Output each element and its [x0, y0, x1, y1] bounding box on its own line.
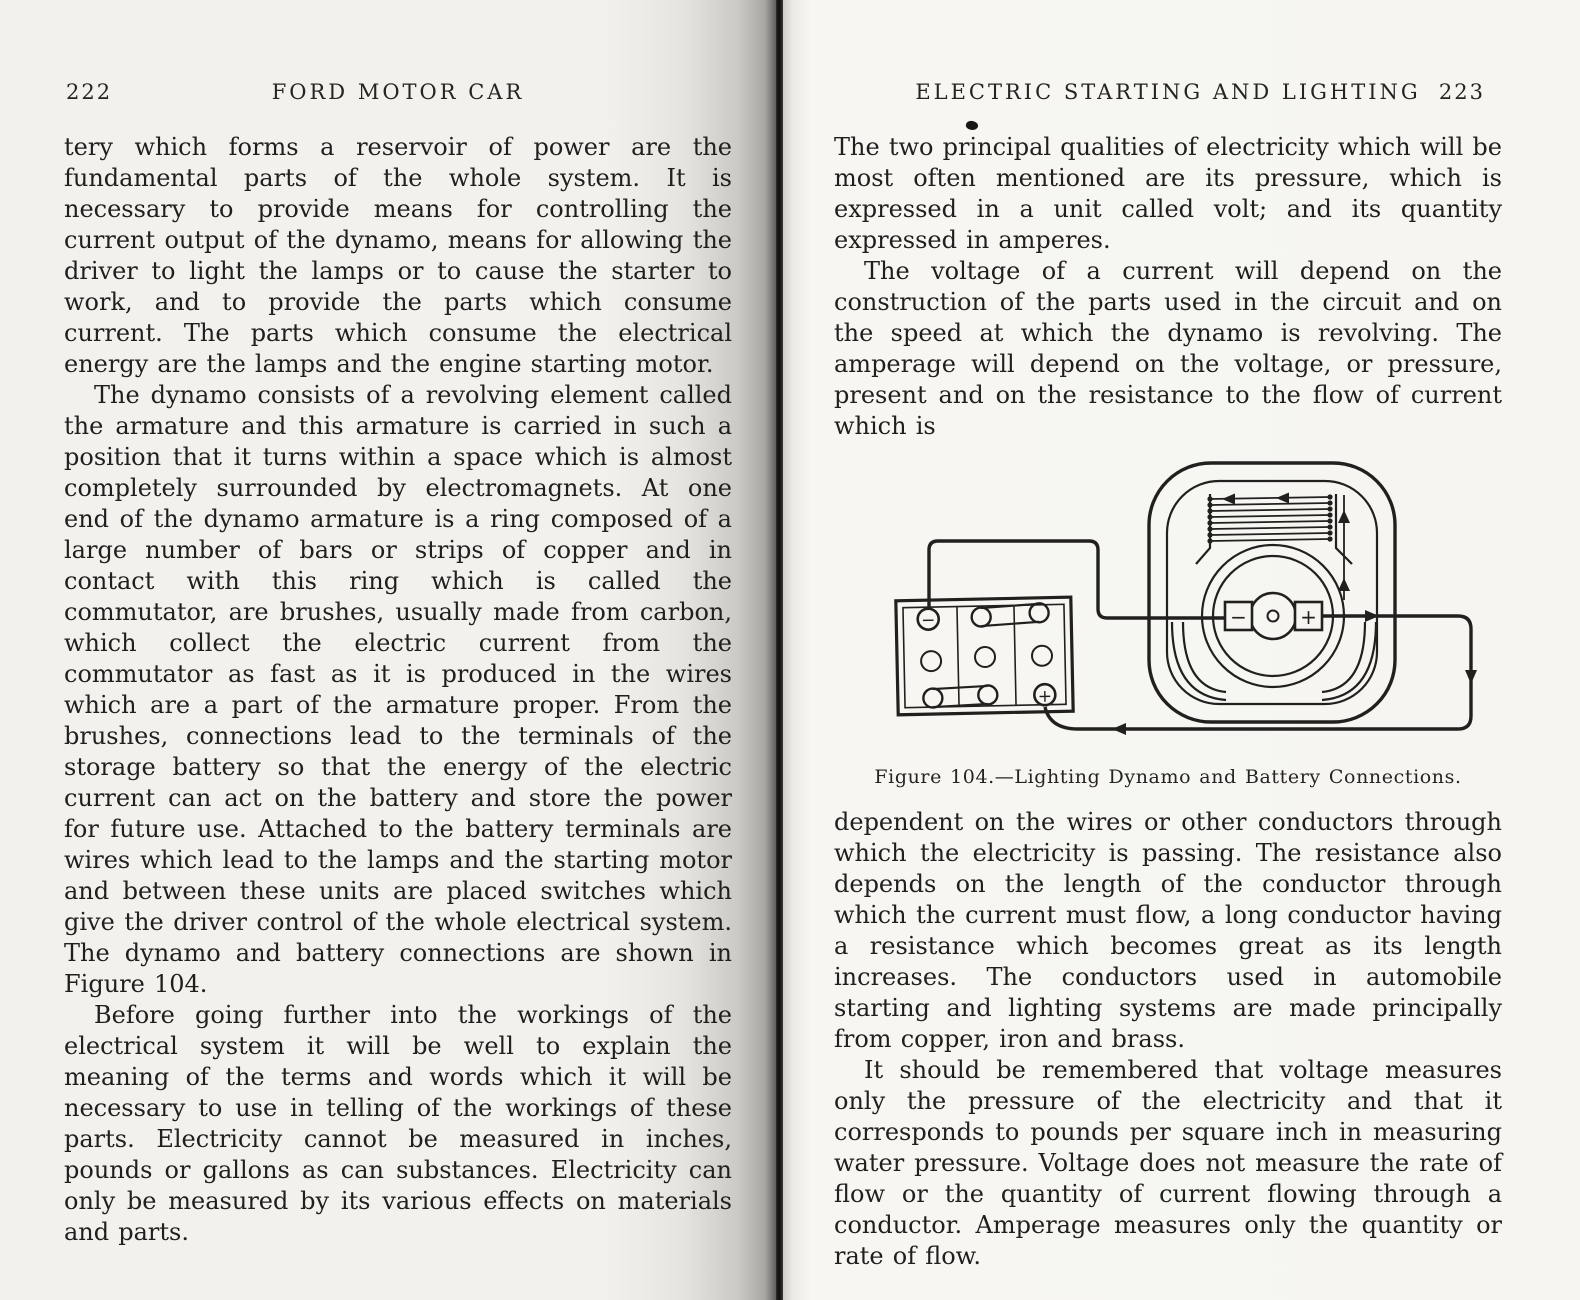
paragraph: Before going further into the workings of the electrical system it will be well to explain the meaning of the terms and words which it will be necessary to use in telling of the workings of these parts. Electricity cannot be measured in inches, pounds or gallons as can substances. Electricity can only be measured by its various effects on materials and parts. — [64, 1001, 732, 1246]
cell-connector-bottom — [923, 685, 997, 708]
filler-cap-icon — [975, 647, 995, 667]
filler-cap-icon — [1032, 646, 1052, 666]
page-right — [783, 0, 1580, 1300]
battery-positive-sign: + — [1037, 686, 1053, 707]
paragraph: The two principal qualities of electricity which will be most often mentioned are its pressure, which is expressed in a unit called volt; and its quantity expressed in amperes. — [834, 133, 1502, 254]
battery-negative-sign: − — [920, 610, 936, 631]
dynamo — [1149, 463, 1395, 722]
ink-blot-mark — [965, 119, 979, 131]
paragraph: The dynamo consists of a revolving element called the armature and this armature is carried in such a position that it turns within a space which is almost completely surrounded by electromagnets. At one end of the dynamo armature is a ring composed of a large number of bars or strips of copper and in contact with this ring which is called the commutator, are brushes, usually made from carbon, which collect the electric current from the commutator as fast as it is produced in the wires which are a part of the armature proper. From the brushes, connections lead to the terminals of the storage battery so that the energy of the electric current can act on the battery and store the power for future use. Attached to the battery terminals are wires which lead to the lamps and the starting motor and between these units are placed switches which give the driver control of the whole electrical system. The dynamo and battery connections are shown in Figure 104. — [64, 381, 732, 998]
shaft — [1268, 611, 1279, 622]
dynamo-battery-diagram-image — [874, 450, 1534, 750]
pole-pieces — [1172, 494, 1376, 700]
brush-negative-sign: − — [1230, 605, 1247, 629]
coil-turn-loops — [1207, 494, 1332, 543]
paragraph: dependent on the wires or other conductors through which the electricity is passing. The resistance also depends on the length of the conductor through which the current must flow, a long conductor having a resistance which becomes great as its length increases. The conductors used in automobile starting and lighting systems are made principally from copper, iron and brass. — [834, 808, 1502, 1053]
page-left — [0, 0, 776, 1300]
filler-cap-icon — [921, 651, 941, 671]
field-coil — [1207, 494, 1332, 543]
text-column-right — [834, 132, 1502, 1272]
battery-box — [896, 597, 1073, 715]
arrow-left-icon — [1112, 723, 1126, 735]
page-number-right: 223 — [1438, 80, 1485, 104]
figure-104 — [834, 450, 1502, 793]
paragraph: It should be remembered that voltage measures only the pressure of the electricity and that it corresponds to pounds per square inch in measuring water pressure. Voltage does not measure the rate of flow or the quantity of current flowing through a conductor. Amperage measures only the quantity or rate of flow. — [834, 1056, 1502, 1270]
wiring-diagram — [874, 450, 1502, 758]
header-title-left: FORD MOTOR CAR — [271, 80, 525, 104]
book-gutter-shadow — [776, 0, 783, 1300]
commutator — [1250, 593, 1296, 639]
running-head-left — [0, 80, 776, 110]
header-title-right: ELECTRIC STARTING AND LIGHTING — [915, 80, 1421, 104]
page-number-left: 222 — [66, 80, 113, 104]
cell-connector-top — [971, 603, 1048, 627]
running-head-right — [783, 80, 1580, 110]
figure-caption: Figure 104.—Lighting Dynamo and Battery Connections. — [874, 766, 1462, 788]
paragraph: tery which forms a reservoir of power are the fundamental parts of the whole system. It is necessary to provide means for controlling the current output of the dynamo, means for allowing the driver to light the lamps or to cause the starter to work, and to provide the parts which consume current. The parts which consume the electrical energy are the lamps and the engine starting motor. — [64, 133, 732, 378]
paragraph: The voltage of a current will depend on the construction of the parts used in the circuit and on the speed at which the dynamo is revolving. The amperage will depend on the voltage, or pressure, present and on the resistance to the flow of current which is — [834, 257, 1502, 440]
arrow-down-icon — [1465, 670, 1477, 684]
text-column-left — [64, 132, 732, 1248]
brush-positive-sign: + — [1300, 605, 1317, 629]
